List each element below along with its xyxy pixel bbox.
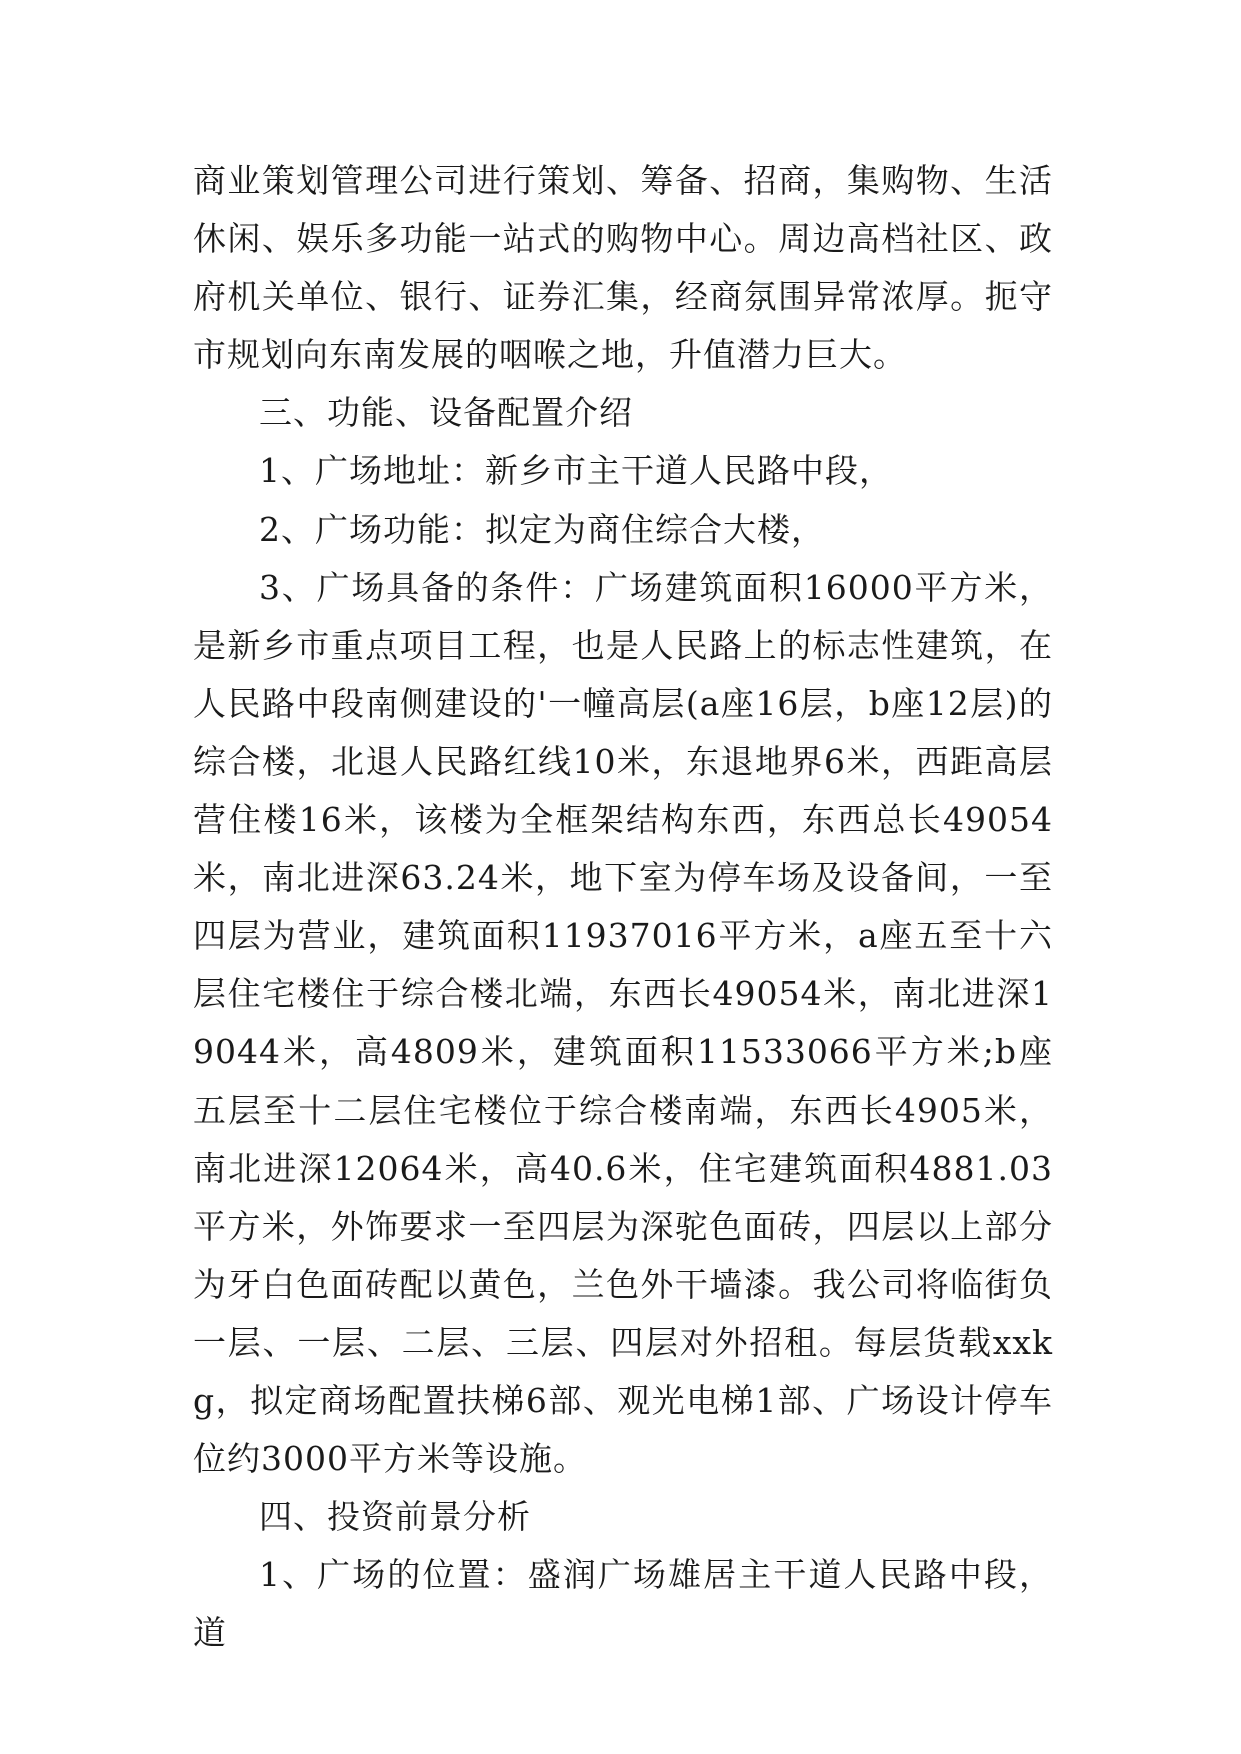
paragraph-intro: 商业策划管理公司进行策划、筹备、招商，集购物、生活休闲、娱乐多功能一站式的购物中心。周边高档社区、政府机关单位、银行、证券汇集，经商氛围异常浓厚。扼守市规划向东南发展的咽喉之地，升值潜力巨大。 — [193, 161, 1053, 375]
paragraph-item-3: 3、广场具备的条件：广场建筑面积16000平方米，是新乡市重点项目工程，也是人民路上的标志性建筑，在人民路中段南侧建设的'一幢高层(a座16层，b座12层)的综合楼，北退人民路红线10米，东退地界6米，西距高层营住楼16米，该楼为全框架结构东西，东西总长49054米，南北进深63.24米，地下室为停车场及设备间，一至四层为营业，建筑面积11937016平方米，a座五至十六层住宅楼住于综合楼北端，东西长49054米，南北进深19044米，高4809米，建筑面积11533066平方米;b座五层至十二层住宅楼位于综合楼南端，东西长4905米，南北进深12064米，高40.6米，住宅建筑面积4881.03平方米，外饰要求一至四层为深驼色面砖，四层以上部分为牙白色面砖配以黄色，兰色外干墙漆。我公司将临街负一层、一层、二层、三层、四层对外招租。每层货载xxkg，拟定商场配置扶梯6部、观光电梯1部、广场设计停车位约3000平方米等设施。 — [193, 567, 1053, 1479]
paragraph-item-1: 1、广场地址：新乡市主干道人民路中段， — [259, 451, 893, 491]
document-body — [193, 152, 1053, 1662]
heading-section-3: 三、功能、设备配置介绍 — [259, 393, 633, 433]
paragraph-item-4-1: 1、广场的位置：盛润广场雄居主干道人民路中段，道 — [193, 1555, 1053, 1653]
paragraph-item-2: 2、广场功能：拟定为商住综合大楼， — [259, 509, 825, 549]
heading-section-4: 四、投资前景分析 — [259, 1497, 531, 1537]
